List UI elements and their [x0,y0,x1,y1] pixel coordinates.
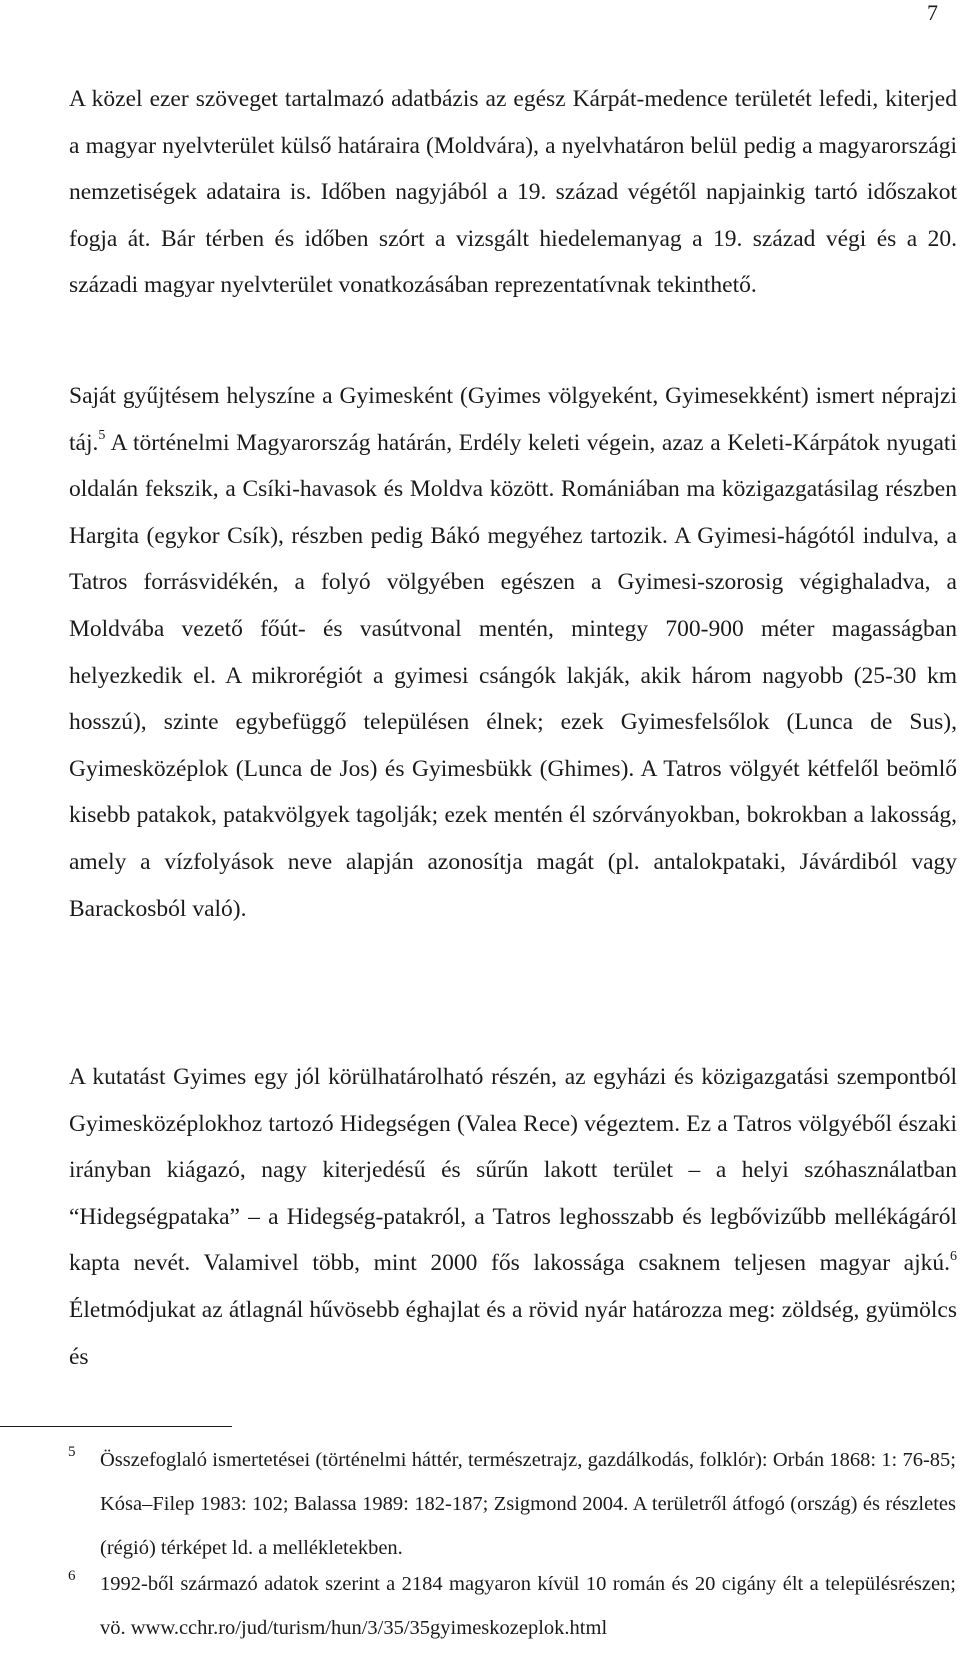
paragraph-3-text-after: Életmódjukat az átlagnál hűvösebb éghajlat és a rövid nyár határozza meg: zöldség, gyümölcs és [69,1296,957,1370]
footnote-6-number: 6 [68,1568,76,1584]
paragraph-3 [69,1054,957,1380]
paragraph-1 [69,76,957,309]
page-number: 7 [927,0,938,25]
paragraph-3-text-before: A kutatást Gyimes egy jól körülhatárolható részén, az egyházi és közigazgatási szempontból Gyimesközéplokhoz tartozó Hidegségen (Valea Rece) végeztem. Ez a Tatros völgyéből északi irányban kiágazó, nagy kiterjedésű és sűrűn lakott terület – a helyi szóhasználatban “Hidegségpataka” – a Hidegség-patakról, a Tatros leghosszabb és legbővizűbb mellékágáról kapta nevét. Valamivel több, mint 2000 fős lakossága csaknem teljesen magyar ajkú. [69,1064,957,1277]
footnote-ref-6[interactable]: 6 [950,1248,957,1264]
paragraph-2 [69,373,957,932]
footnote-ref-5[interactable]: 5 [98,427,106,443]
paragraph-2-text-before: Saját gyűjtésem helyszíne a Gyimesként (Gyimes völgyeként, Gyimesekként) ismert néprajzi táj. [69,383,957,456]
footnote-5-text: Összefoglaló ismertetései (történelmi háttér, természetrajz, gazdálkodás, folklór): Orbán 1868: 1: 76-85; Kósa–Filep 1983: 102; Balassa 1989: 182-187; Zsigmond 2004. A területről átfogó (ország) és részletes (régió) térképet ld. a mellékletekben. [100,1449,956,1559]
footnote-6-text: 1992-ből származó adatok szerint a 2184 magyaron kívül 10 román és 20 cigány élt a településrészen; vö. www.cchr.ro/jud/turism/hun/3/35/35gyimeskozeplok.html [100,1573,956,1639]
paragraph-2-text-after: A történelmi Magyarország határán, Erdély keleti végein, azaz a Keleti-Kárpátok nyugati oldalán fekszik, a Csíki-havasok és Moldva között. Romániában ma közigazgatásilag részben Hargita (egykor Csík), részben pedig Bákó megyéhez tartozik. A Gyimesi-hágótól indulva, a Tatros forrásvidékén, a folyó völgyében egészen a Gyimesi-szorosig végighaladva, a Moldvába vezető főút- és vasútvonal mentén, mintegy 700-900 méter magasságban helyezkedik el. A mikrorégiót a gyimesi csángók lakják, akik három nagyobb (25-30 km hosszú), szinte egybefüggő településen élnek; ezek Gyimesfelsőlok (Lunca de Sus), Gyimesközéplok (Lunca de Jos) és Gyimesbükk (Ghimes). A Tatros völgyét kétfelől beömlő kisebb patakok, patakvölgyek tagolják; ezek mentén él szórványokban, bokrokban a lakosság, amely a vízfolyások neve alapján azonosítja magát (pl. antalokpataki, Jávárdiból vagy Barackosból való). [69,429,957,922]
paragraph-1-text: A közel ezer szöveget tartalmazó adatbázis az egész Kárpát-medence területét lefedi, kiterjed a magyar nyelvterület külső határaira (Moldvára), a nyelvhatáron belül pedig a magyarországi nemzetiségek adataira is. Időben nagyjából a 19. század végétől napjainkig tartó időszakot fogja át. Bár térben és időben szórt a vizsgált hiedelemanyag a 19. század végi és a 20. századi magyar nyelvterület vonatkozásában reprezentatívnak tekinthető. [69,86,957,299]
footnote-separator [0,1426,232,1427]
footnote-6 [68,1562,956,1650]
footnote-5-number: 5 [68,1444,76,1460]
footnote-5 [68,1438,956,1570]
